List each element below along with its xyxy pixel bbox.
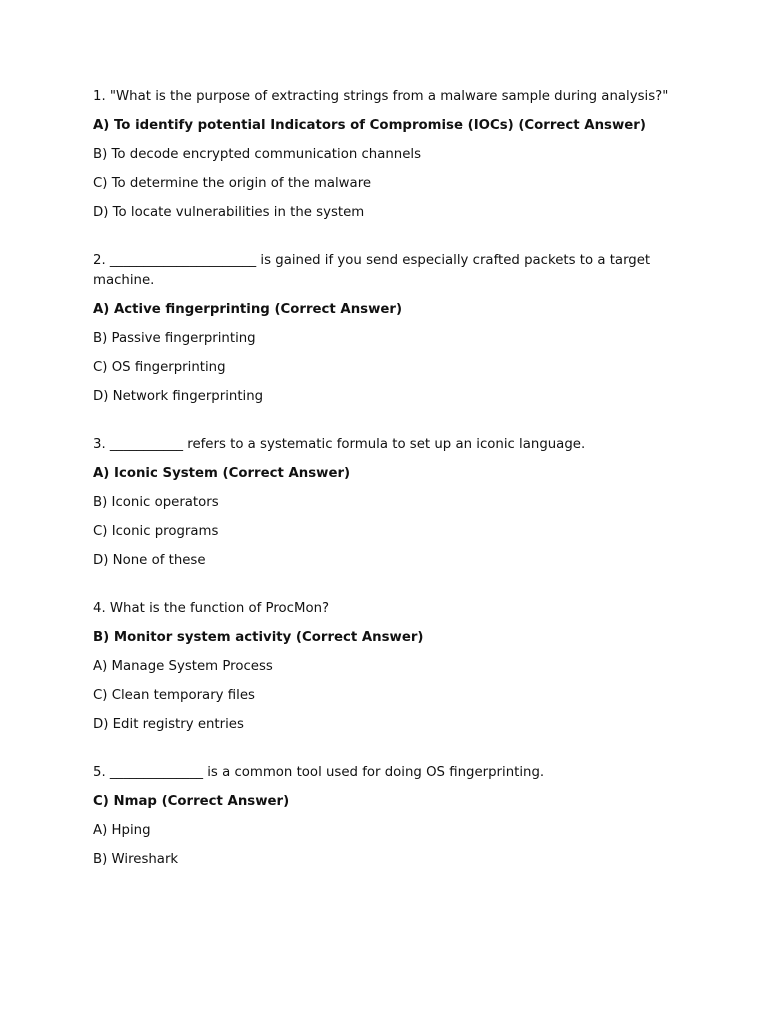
answer-option: D) None of these	[93, 553, 206, 568]
answer-option: B) Iconic operators	[93, 495, 219, 510]
answer-option: D) Edit registry entries	[93, 717, 244, 732]
answer-option: D) Network fingerprinting	[93, 389, 264, 404]
question-prompt: 1. "What is the purpose of extracting strings from a malware sample during analysis?"	[93, 89, 669, 104]
correct-answer: A) Iconic System (Correct Answer)	[93, 466, 351, 481]
answer-option: C) To determine the origin of the malware	[93, 176, 372, 191]
correct-answer: A) Active fingerprinting (Correct Answer)	[93, 302, 403, 317]
answer-option: C) OS fingerprinting	[93, 360, 226, 375]
answer-option: B) Wireshark	[93, 852, 179, 867]
correct-answer: B) Monitor system activity (Correct Answer)	[93, 630, 424, 645]
answer-option: D) To locate vulnerabilities in the system	[93, 205, 365, 220]
answer-option: A) Hping	[93, 823, 151, 838]
question-3	[93, 435, 673, 571]
answer-option: C) Iconic programs	[93, 524, 219, 539]
question-prompt: 2. ______________________ is gained if you send especially crafted packets to a target machine.	[93, 253, 651, 288]
question-prompt: 4. What is the function of ProcMon?	[93, 601, 330, 616]
quiz-content	[93, 87, 673, 898]
question-1	[93, 87, 673, 223]
question-4	[93, 599, 673, 735]
correct-answer: C) Nmap (Correct Answer)	[93, 794, 290, 809]
question-prompt: 5. ______________ is a common tool used for doing OS fingerprinting.	[93, 765, 545, 780]
question-2	[93, 251, 673, 407]
answer-option: C) Clean temporary files	[93, 688, 255, 703]
question-prompt: 3. ___________ refers to a systematic formula to set up an iconic language.	[93, 437, 586, 452]
answer-option: B) To decode encrypted communication channels	[93, 147, 422, 162]
correct-answer: A) To identify potential Indicators of Compromise (IOCs) (Correct Answer)	[93, 118, 646, 133]
answer-option: B) Passive fingerprinting	[93, 331, 256, 346]
question-5	[93, 763, 673, 870]
answer-option: A) Manage System Process	[93, 659, 273, 674]
